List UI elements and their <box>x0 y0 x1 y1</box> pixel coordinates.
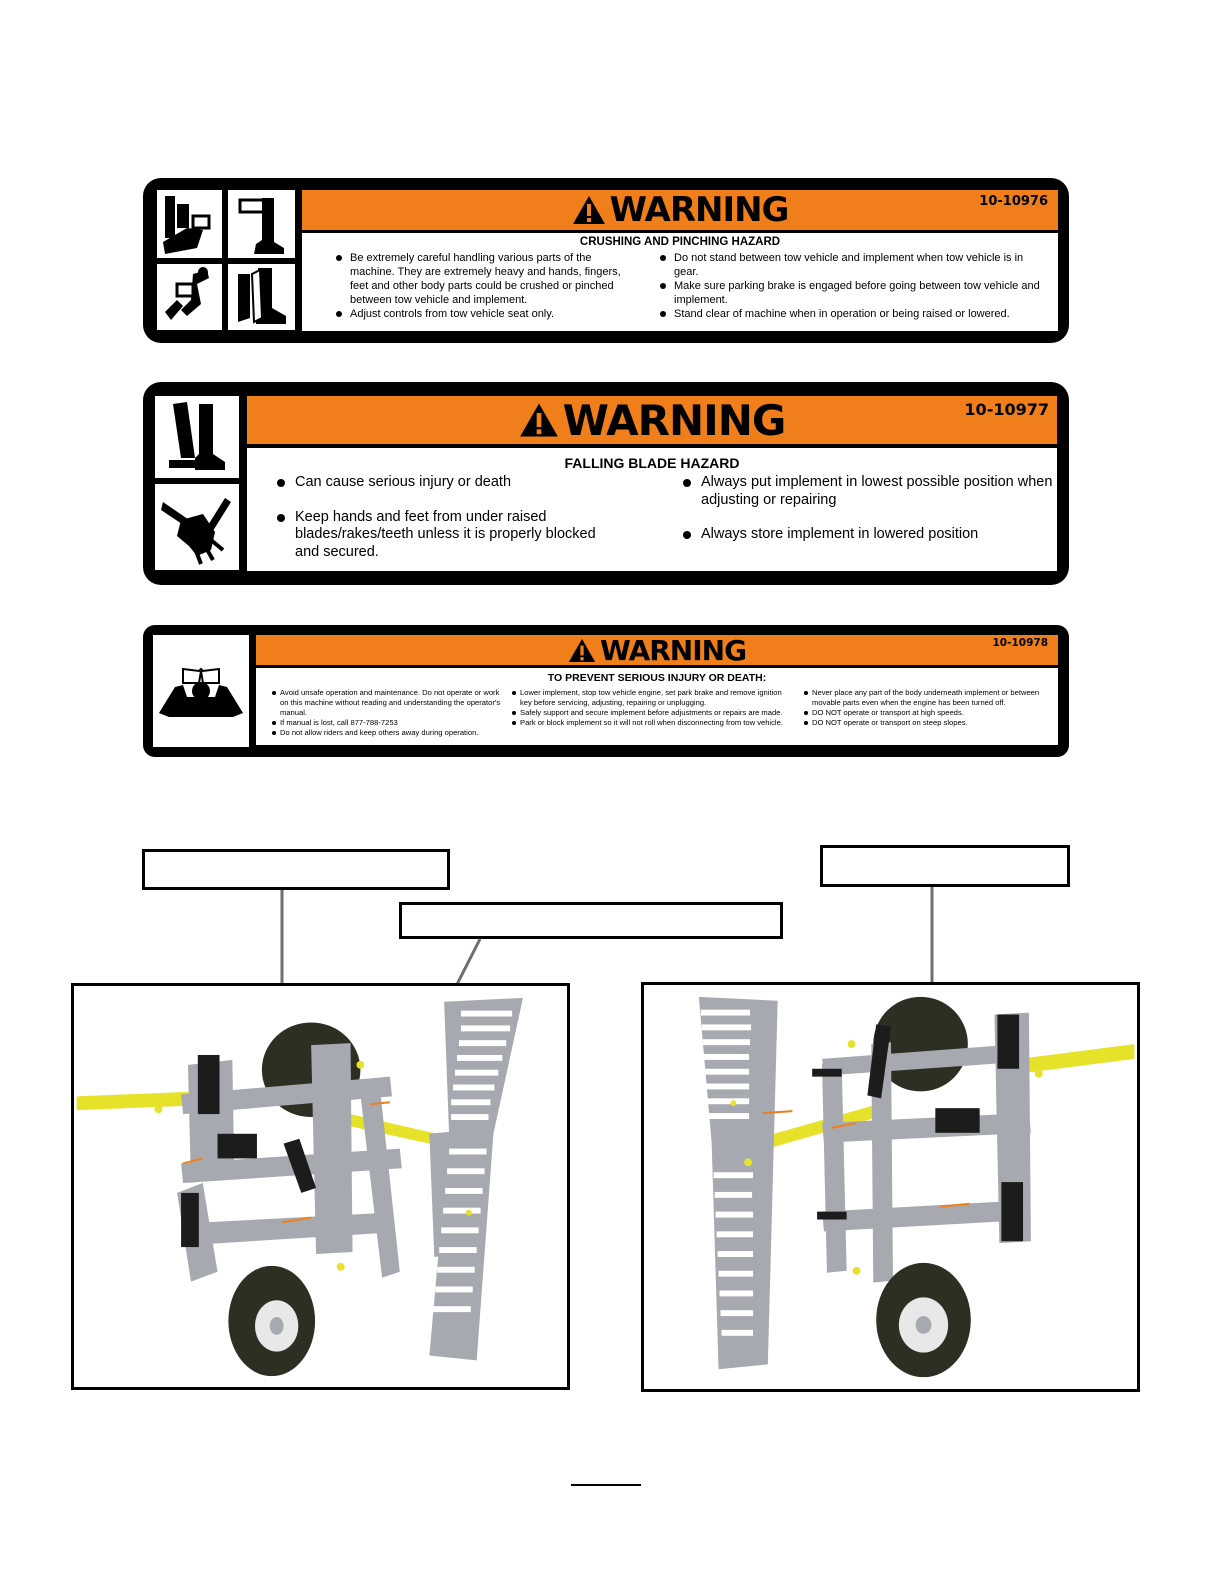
list-item: Can cause serious injury or death <box>277 474 617 492</box>
decal-part-number: 10-10978 <box>992 637 1048 649</box>
list-item: Never place any part of the body underneath implement or between movable parts even when the engine has been turned off. <box>804 688 1054 708</box>
list-item: Lower implement, stop tow vehicle engine, set park brake and remove ignition key before servicing, adjusting, repairing or unplugging. <box>512 688 794 708</box>
rake-illustration-left <box>74 986 567 1387</box>
list-item: Park or block implement so it will not roll when disconnecting from tow vehicle. <box>512 718 794 728</box>
decal-part-number: 10-10976 <box>979 194 1048 209</box>
warning-title: WARNING <box>562 395 786 445</box>
hazard-title: TO PREVENT SERIOUS INJURY OR DEATH: <box>547 672 767 684</box>
warning-title: WARNING <box>599 633 747 667</box>
machine-photo-left <box>71 983 570 1390</box>
list-item: Safely support and secure implement before adjustments or repairs are made. <box>512 708 794 718</box>
list-item: Make sure parking brake is engaged before going between tow vehicle and implement. <box>660 279 1040 307</box>
list-item: Be extremely careful handling various parts of the machine. They are extremely heavy and hands, fingers, feet and other body parts could be crushed or pinched between tow vehicle and implement. <box>336 251 636 307</box>
list-item: Do not allow riders and keep others away during operation. <box>272 728 502 738</box>
hazard-title: CRUSHING AND PINCHING HAZARD <box>579 236 781 248</box>
list-item: Do not stand between tow vehicle and implement when tow vehicle is in gear. <box>660 251 1040 279</box>
machine-photo-right <box>641 982 1140 1392</box>
list-item: DO NOT operate or transport at high speeds. <box>804 708 1054 718</box>
list-item: Avoid unsafe operation and maintenance. Do not operate or work on this machine without reading and understanding the operator's manual. <box>272 688 502 718</box>
list-item: Always store implement in lowered position <box>683 526 1053 544</box>
warning-title: WARNING <box>609 190 789 230</box>
hazard-title: FALLING BLADE HAZARD <box>564 455 740 471</box>
list-item: Stand clear of machine when in operation or being raised or lowered. <box>660 307 1040 321</box>
list-item: DO NOT operate or transport on steep slopes. <box>804 718 1054 728</box>
list-item: If manual is lost, call 877-788-7253 <box>272 718 502 728</box>
rake-illustration-right <box>644 985 1137 1389</box>
page-number-underline <box>571 1484 641 1486</box>
list-item: Keep hands and feet from under raised blades/rakes/teeth unless it is properly blocked and secured. <box>277 509 617 562</box>
list-item: Adjust controls from tow vehicle seat only. <box>336 307 636 321</box>
decal-part-number: 10-10977 <box>964 400 1049 419</box>
list-item: Always put implement in lowest possible position when adjusting or repairing <box>683 474 1053 509</box>
